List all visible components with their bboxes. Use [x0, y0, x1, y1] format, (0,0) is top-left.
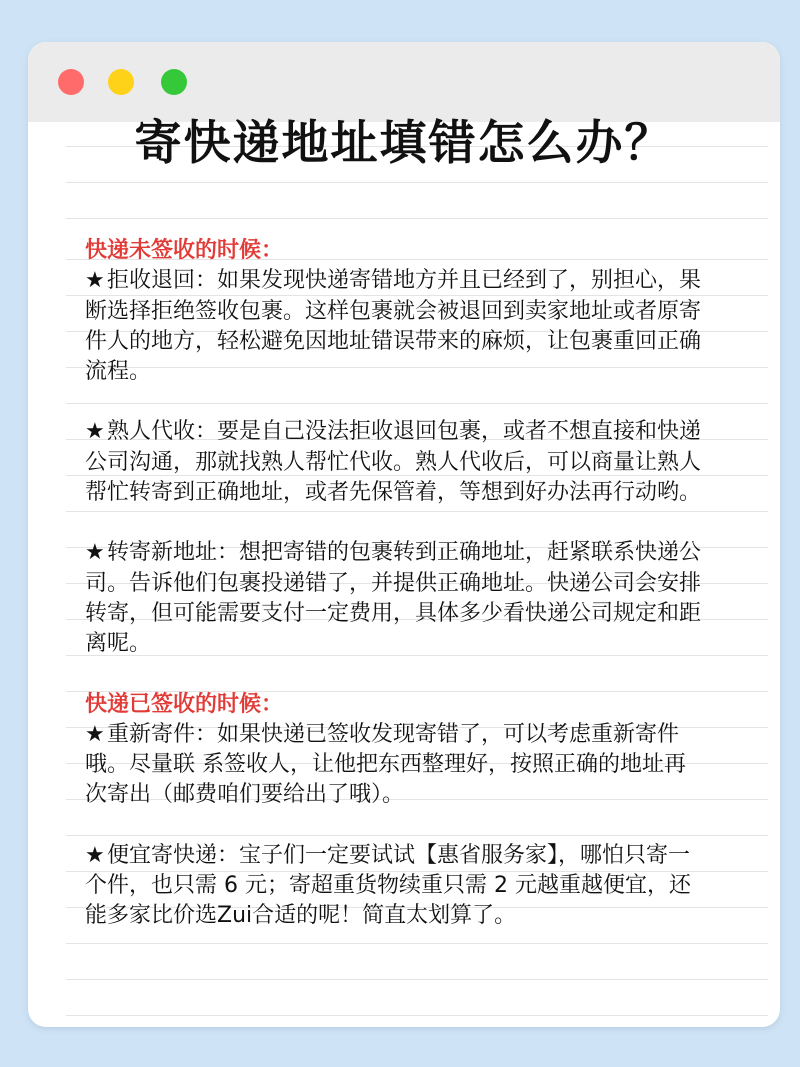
- list-item: [85, 841, 705, 932]
- item-text: 重新寄件：如果快递已签收发现寄错了，可以考虑重新寄件哦。尽量联 系签收人，让他把东西整理好，按照正确的地址再次寄出（邮费咱们要给出了哦）。: [85, 721, 686, 808]
- star-icon: ★: [85, 540, 105, 566]
- list-item: [85, 720, 705, 811]
- item-text: 便宜寄快递：宝子们一定要试试【惠省服务家】，哪怕只寄一个件，也只需 6 元；寄超重货物续重只需 2 元越重越便宜，还能多家比价选Zui合适的呢！简直太划算了。: [85, 842, 691, 929]
- item-text: 拒收退回：如果发现快递寄错地方并且已经到了，别担心，果断选择拒绝签收包裹。这样包裹就会被退回到卖家地址或者原寄件人的地方，轻松避免因地址错误带来的麻烦，让包裹重回正确流程。: [85, 268, 702, 385]
- close-dot[interactable]: [58, 69, 84, 95]
- list-item: [85, 538, 705, 659]
- section-heading-unsigned: 快递未签收的时候：: [85, 238, 284, 263]
- section-heading-signed: 快递已签收的时候：: [85, 691, 284, 717]
- list-item: [85, 266, 705, 387]
- star-icon: ★: [85, 268, 105, 294]
- star-icon: ★: [85, 419, 105, 445]
- maximize-dot[interactable]: [161, 69, 187, 95]
- list-item: [85, 417, 705, 508]
- item-text: 转寄新地址：想把寄错的包裹转到正确地址，赶紧联系快递公司。告诉他们包裹投递错了，并提供正确地址。快递公司会安排转寄，但可能需要支付一定费用，具体多少看快递公司规定和距离呢。: [85, 540, 702, 657]
- page-title: 寄快递地址填错怎么办？: [134, 116, 674, 171]
- note-content: [85, 236, 705, 962]
- star-icon: ★: [85, 842, 105, 868]
- star-icon: ★: [85, 721, 105, 747]
- item-text: 熟人代收：要是自己没法拒收退回包裹，或者不想直接和快递公司沟通，那就找熟人帮忙代收。熟人代收后，可以商量让熟人帮忙转寄到正确地址，或者先保管着，等想到好办法再行动哟。: [85, 419, 702, 506]
- minimize-dot[interactable]: [108, 69, 134, 95]
